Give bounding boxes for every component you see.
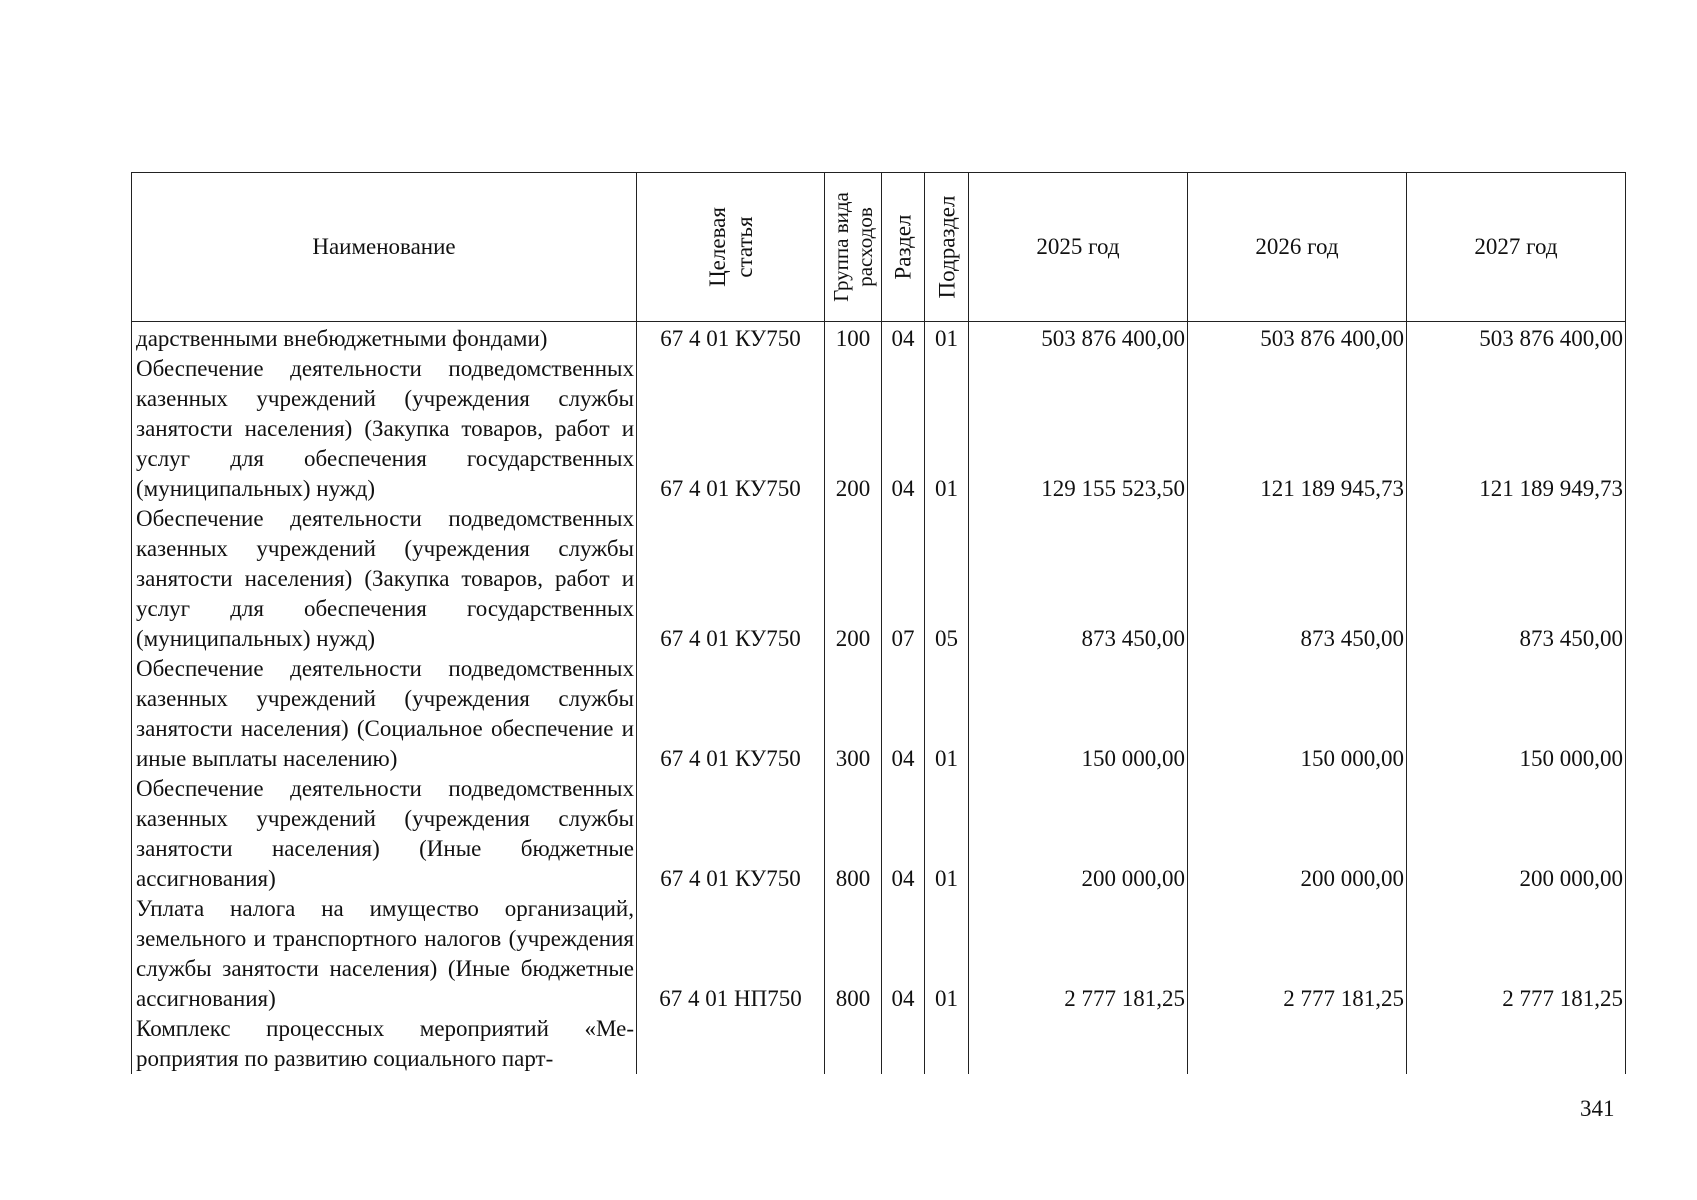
row-section: 07 — [882, 504, 925, 654]
table-row — [132, 774, 1626, 894]
row-2027: 2 777 181,25 — [1407, 894, 1626, 1014]
row-section — [882, 1014, 925, 1074]
header-group-line1: Группа вида — [829, 192, 853, 302]
row-target: 67 4 01 КУ750 — [637, 774, 825, 894]
row-group: 200 — [825, 504, 882, 654]
row-group — [825, 1014, 882, 1074]
row-name: дарственными внебюджетными фондами) — [132, 322, 637, 355]
row-2027: 150 000,00 — [1407, 654, 1626, 774]
table-body — [132, 322, 1626, 1075]
row-name: Обеспечение деятельности подведомственных казенных учреждений (учреждения службы занятости населения) (Закупка товаров, работ и услуг для обеспечения государственных (муниципальных) нужд) — [132, 504, 637, 654]
row-subsection: 01 — [925, 894, 969, 1014]
row-target: 67 4 01 КУ750 — [637, 354, 825, 504]
header-expense-group — [825, 173, 882, 322]
row-2026: 503 876 400,00 — [1188, 322, 1407, 355]
header-target-article — [637, 173, 825, 322]
table-row — [132, 654, 1626, 774]
row-2025: 873 450,00 — [969, 504, 1188, 654]
row-2027: 200 000,00 — [1407, 774, 1626, 894]
table-row — [132, 1014, 1626, 1074]
row-group: 300 — [825, 654, 882, 774]
table-row — [132, 354, 1626, 504]
row-subsection: 01 — [925, 322, 969, 355]
row-name: Обеспечение деятельности подведомственных казенных учреждений (учреждения службы занятости населения) (Иные бюджетные ассигнования) — [132, 774, 637, 894]
row-2025: 129 155 523,50 — [969, 354, 1188, 504]
table-header — [132, 173, 1626, 322]
table-row — [132, 322, 1626, 355]
row-2025 — [969, 1014, 1188, 1074]
table-row — [132, 894, 1626, 1014]
header-target-line2: статья — [731, 216, 757, 278]
row-2025: 503 876 400,00 — [969, 322, 1188, 355]
row-subsection: 01 — [925, 774, 969, 894]
row-2025: 150 000,00 — [969, 654, 1188, 774]
row-2027 — [1407, 1014, 1626, 1074]
row-name: Уплата налога на имущество организаций, земельного и транспортного налогов (учреждения службы занятости населения) (Иные бюджетные ассигнования) — [132, 894, 637, 1014]
row-target: 67 4 01 НП750 — [637, 894, 825, 1014]
row-2025: 200 000,00 — [969, 774, 1188, 894]
row-subsection: 01 — [925, 654, 969, 774]
row-target: 67 4 01 КУ750 — [637, 322, 825, 355]
row-name: Обеспечение деятельности подведомственных казенных учреждений (учреждения службы занятости населения) (Закупка товаров, работ и услуг для обеспечения государственных (муниципальных) нужд) — [132, 354, 637, 504]
header-subsection — [925, 173, 969, 322]
header-name: Наименование — [132, 173, 637, 322]
row-2027: 503 876 400,00 — [1407, 322, 1626, 355]
header-group-line2: расходов — [853, 207, 877, 287]
row-target — [637, 1014, 825, 1074]
row-target: 67 4 01 КУ750 — [637, 654, 825, 774]
header-2026: 2026 год — [1188, 173, 1407, 322]
row-2026: 873 450,00 — [1188, 504, 1407, 654]
table-row — [132, 504, 1626, 654]
row-group: 100 — [825, 322, 882, 355]
row-subsection: 05 — [925, 504, 969, 654]
page-number: 341 — [1580, 1096, 1615, 1121]
row-target: 67 4 01 КУ750 — [637, 504, 825, 654]
row-2026: 200 000,00 — [1188, 774, 1407, 894]
header-section-label: Раздел — [890, 214, 916, 280]
row-section: 04 — [882, 894, 925, 1014]
row-name: Обеспечение деятельности подведомственных казенных учреждений (учреждения службы занятости населения) (Социальное обеспечение и иные выплаты населению) — [132, 654, 637, 774]
row-section: 04 — [882, 354, 925, 504]
row-2026: 121 189 945,73 — [1188, 354, 1407, 504]
row-section: 04 — [882, 322, 925, 355]
row-group: 800 — [825, 894, 882, 1014]
header-subsection-label: Подраздел — [934, 195, 959, 299]
header-target-line1: Целевая — [704, 207, 730, 287]
row-subsection: 01 — [925, 354, 969, 504]
row-2026 — [1188, 1014, 1407, 1074]
row-2027: 873 450,00 — [1407, 504, 1626, 654]
row-2026: 2 777 181,25 — [1188, 894, 1407, 1014]
header-2027: 2027 год — [1407, 173, 1626, 322]
header-2025: 2025 год — [969, 173, 1188, 322]
row-section: 04 — [882, 774, 925, 894]
row-subsection — [925, 1014, 969, 1074]
row-group: 200 — [825, 354, 882, 504]
row-group: 800 — [825, 774, 882, 894]
row-name: Комплекс процессных мероприятий «Мероприятия по развитию социального парт- — [132, 1014, 637, 1074]
row-2027: 121 189 949,73 — [1407, 354, 1626, 504]
header-section — [882, 173, 925, 322]
budget-table — [131, 172, 1626, 1074]
row-2026: 150 000,00 — [1188, 654, 1407, 774]
row-section: 04 — [882, 654, 925, 774]
row-2025: 2 777 181,25 — [969, 894, 1188, 1014]
